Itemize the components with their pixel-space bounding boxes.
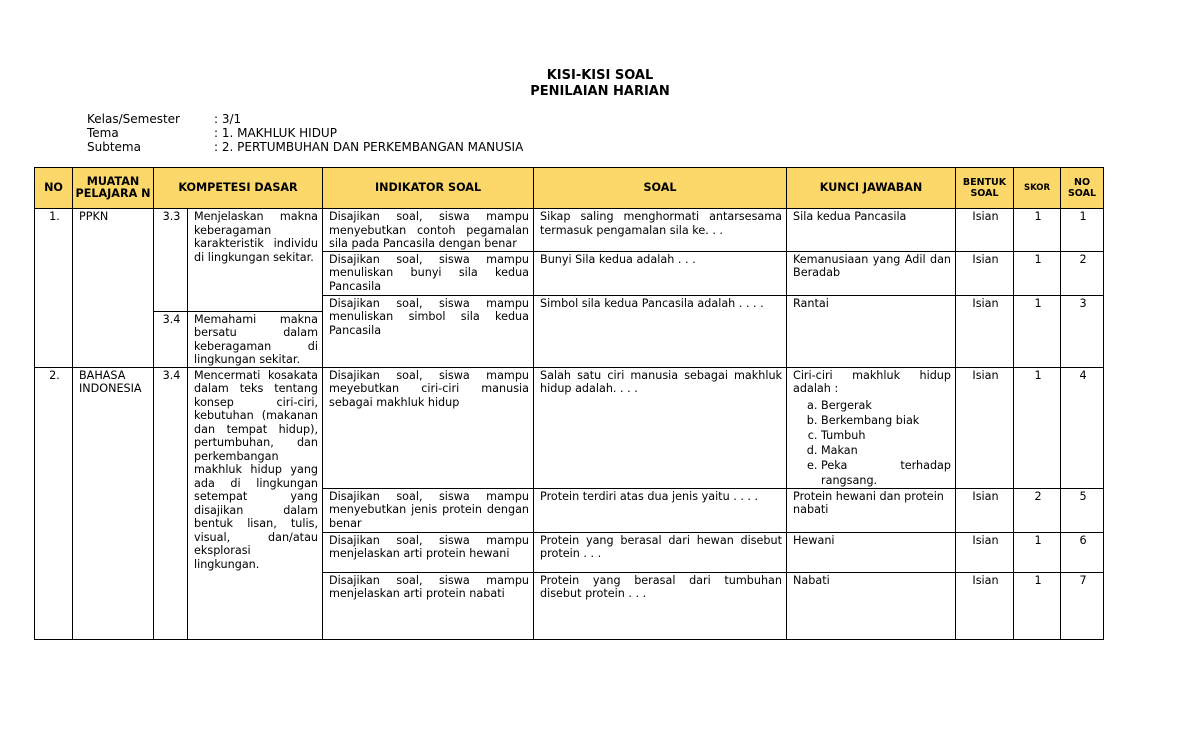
skor-cell: 2 bbox=[1014, 488, 1061, 532]
kunci-list bbox=[793, 398, 951, 488]
indikator-cell: Disajikan soal, siswa mampu menuliskan simbol sila kedua Pancasila bbox=[323, 295, 534, 367]
kunci-cell: Hewani bbox=[787, 532, 956, 572]
nosoal-cell: 6 bbox=[1061, 532, 1104, 572]
soal-cell: Sikap saling menghormati antarsesama termasuk pengamalan sila ke. . . bbox=[534, 209, 787, 252]
header-bentuk: BENTUK SOAL bbox=[956, 168, 1014, 209]
meta-label: Tema bbox=[87, 126, 119, 140]
indikator-cell: Disajikan soal, siswa mampu menyebutkan jenis protein dengan benar bbox=[323, 488, 534, 532]
kunci-cell: Nabati bbox=[787, 572, 956, 639]
kd-code: 3.4 bbox=[154, 367, 188, 639]
list-item: d. Makan bbox=[821, 443, 951, 458]
skor-cell: 1 bbox=[1014, 572, 1061, 639]
row-no: 2. bbox=[35, 367, 73, 639]
soal-cell: Salah satu ciri manusia sebagai makhluk hidup adalah. . . . bbox=[534, 367, 787, 488]
meta-value: : 2. PERTUMBUHAN DAN PERKEMBANGAN MANUSIA bbox=[214, 140, 524, 154]
row-muatan: PPKN bbox=[73, 209, 154, 368]
soal-cell: Protein yang berasal dari tumbuhan disebut protein . . . bbox=[534, 572, 787, 639]
kd-text: Memahami makna bersatu dalam keberagaman di lingkungan sekitar. bbox=[188, 311, 323, 367]
header-soal: SOAL bbox=[534, 168, 787, 209]
document-subtitle: PENILAIAN HARIAN bbox=[530, 84, 670, 99]
skor-cell: 1 bbox=[1014, 367, 1061, 488]
list-item: b. Berkembang biak bbox=[821, 413, 951, 428]
soal-cell: Protein terdiri atas dua jenis yaitu . . . . bbox=[534, 488, 787, 532]
bentuk-cell: Isian bbox=[956, 532, 1014, 572]
skor-cell: 1 bbox=[1014, 532, 1061, 572]
nosoal-cell: 1 bbox=[1061, 209, 1104, 252]
nosoal-cell: 7 bbox=[1061, 572, 1104, 639]
bentuk-cell: Isian bbox=[956, 488, 1014, 532]
header-kunci: KUNCI JAWABAN bbox=[787, 168, 956, 209]
nosoal-cell: 5 bbox=[1061, 488, 1104, 532]
table-row bbox=[35, 367, 1104, 488]
header-nosoal: NO SOAL bbox=[1061, 168, 1104, 209]
header-indikator: INDIKATOR SOAL bbox=[323, 168, 534, 209]
soal-cell: Bunyi Sila kedua adalah . . . bbox=[534, 251, 787, 295]
table-header-row bbox=[35, 168, 1104, 209]
indikator-cell: Disajikan soal, siswa mampu meyebutkan ciri-ciri manusia sebagai makhluk hidup bbox=[323, 367, 534, 488]
kunci-cell: Protein hewani dan protein nabati bbox=[787, 488, 956, 532]
indikator-cell: Disajikan soal, siswa mampu menjelaskan arti protein hewani bbox=[323, 532, 534, 572]
list-item: a. Bergerak bbox=[821, 398, 951, 413]
bentuk-cell: Isian bbox=[956, 295, 1014, 367]
soal-cell: Simbol sila kedua Pancasila adalah . . . . bbox=[534, 295, 787, 367]
bentuk-cell: Isian bbox=[956, 209, 1014, 252]
kd-code: 3.3 bbox=[154, 209, 188, 312]
kunci-intro: Ciri-ciri makhluk hidup adalah : bbox=[793, 368, 952, 395]
meta-label: Subtema bbox=[87, 140, 141, 154]
kunci-cell bbox=[787, 367, 956, 488]
kunci-cell: Kemanusiaan yang Adil dan Beradab bbox=[787, 251, 956, 295]
bentuk-cell: Isian bbox=[956, 367, 1014, 488]
list-item: e. Peka terhadap rangsang. bbox=[821, 458, 951, 488]
kd-text: Menjelaskan makna keberagaman karakteristik individu di lingkungan sekitar. bbox=[188, 209, 323, 312]
meta-kelas bbox=[87, 112, 241, 126]
header-kompetensi: KOMPETESI DASAR bbox=[154, 168, 323, 209]
indikator-cell: Disajikan soal, siswa mampu menjelaskan arti protein nabati bbox=[323, 572, 534, 639]
header-muatan: MUATAN PELAJARA N bbox=[73, 168, 154, 209]
kd-code: 3.4 bbox=[154, 311, 188, 367]
indikator-cell: Disajikan soal, siswa mampu menyebutkan contoh pegamalan sila pada Pancasila dengan benar bbox=[323, 209, 534, 252]
meta-label: Kelas/Semester bbox=[87, 112, 180, 126]
kunci-cell: Sila kedua Pancasila bbox=[787, 209, 956, 252]
list-item: c. Tumbuh bbox=[821, 428, 951, 443]
nosoal-cell: 4 bbox=[1061, 367, 1104, 488]
nosoal-cell: 3 bbox=[1061, 295, 1104, 367]
row-no: 1. bbox=[35, 209, 73, 368]
table-row bbox=[35, 209, 1104, 252]
kunci-cell: Rantai bbox=[787, 295, 956, 367]
kd-text: Mencermati kosakata dalam teks tentang konsep ciri-ciri, kebutuhan (makanan dan tempat hidup), pertumbuhan, dan perkembangan makhluk hidup yang ada di lingkungan setempat yang disajikan dalam bentuk lisan, tulis, visual, dan/atau eksplorasi lingkungan. bbox=[188, 367, 323, 639]
bentuk-cell: Isian bbox=[956, 251, 1014, 295]
header-skor: SKOR bbox=[1014, 168, 1061, 209]
meta-subtema bbox=[87, 140, 523, 154]
skor-cell: 1 bbox=[1014, 209, 1061, 252]
meta-value: : 1. MAKHLUK HIDUP bbox=[214, 126, 337, 140]
skor-cell: 1 bbox=[1014, 295, 1061, 367]
header-no: NO bbox=[35, 168, 73, 209]
row-muatan: BAHASA INDONESIA bbox=[73, 367, 154, 639]
nosoal-cell: 2 bbox=[1061, 251, 1104, 295]
skor-cell: 1 bbox=[1014, 251, 1061, 295]
soal-cell: Protein yang berasal dari hewan disebut protein . . . bbox=[534, 532, 787, 572]
document-title: KISI-KISI SOAL bbox=[546, 68, 654, 83]
bentuk-cell: Isian bbox=[956, 572, 1014, 639]
indikator-cell: Disajikan soal, siswa mampu menuliskan bunyi sila kedua Pancasila bbox=[323, 251, 534, 295]
meta-tema bbox=[87, 126, 337, 140]
kisi-kisi-table bbox=[34, 167, 1104, 640]
meta-value: : 3/1 bbox=[214, 112, 242, 126]
